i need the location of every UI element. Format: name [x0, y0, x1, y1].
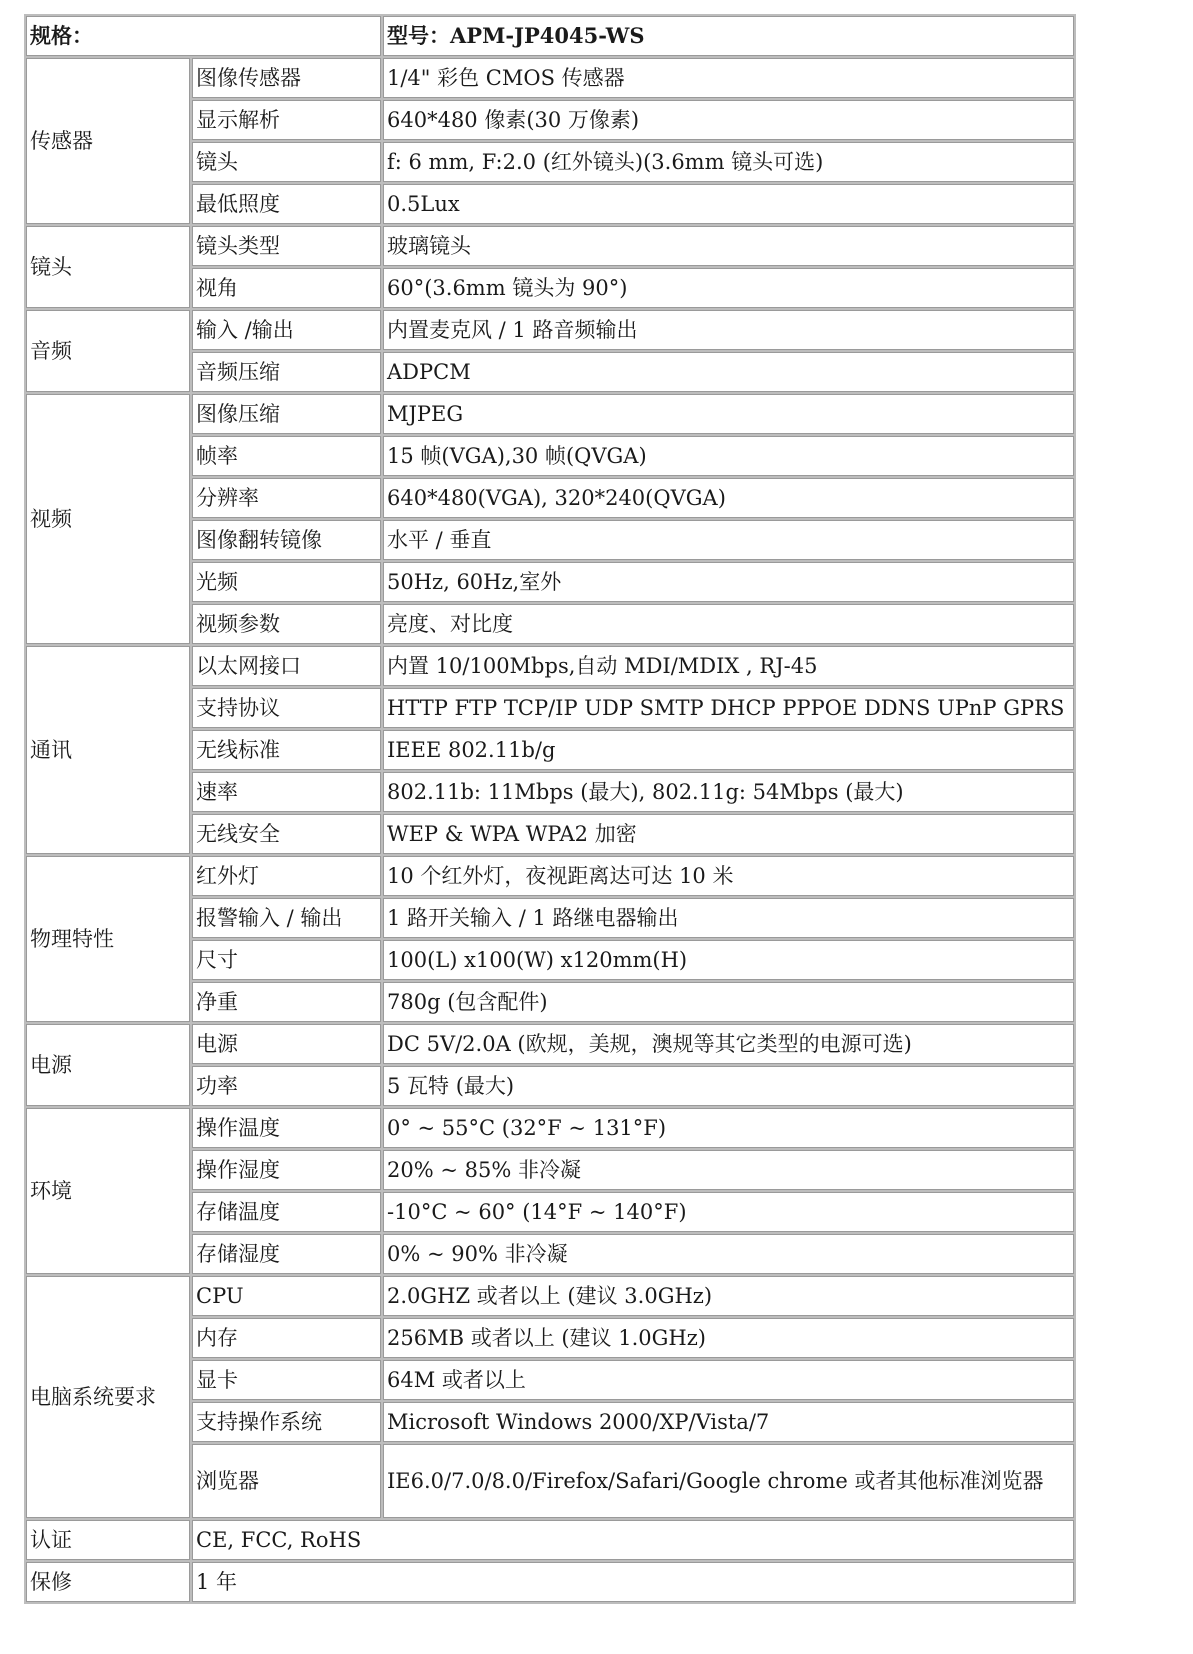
table-row	[26, 310, 1074, 350]
spec-sheet	[24, 14, 1076, 1604]
header-row	[26, 16, 1074, 56]
spec-value: WEP & WPA WPA2 加密	[383, 814, 1074, 854]
spec-value: f: 6 mm, F:2.0 (红外镜头)(3.6mm 镜头可选)	[383, 142, 1074, 182]
spec-key: 帧率	[192, 436, 381, 476]
table-row	[26, 1520, 1074, 1560]
spec-value: 256MB 或者以上 (建议 1.0GHz)	[383, 1318, 1074, 1358]
spec-value: 0° ~ 55°C (32°F ~ 131°F)	[383, 1108, 1074, 1148]
spec-key: 电源	[192, 1024, 381, 1064]
spec-value: MJPEG	[383, 394, 1074, 434]
spec-value: 内置麦克风 / 1 路音频输出	[383, 310, 1074, 350]
spec-key: 操作温度	[192, 1108, 381, 1148]
section-title: 电脑系统要求	[26, 1276, 190, 1518]
spec-key: 显卡	[192, 1360, 381, 1400]
spec-key: 报警输入 / 输出	[192, 898, 381, 938]
spec-key: 存储湿度	[192, 1234, 381, 1274]
section-title: 传感器	[26, 58, 190, 224]
spec-key: CPU	[192, 1276, 381, 1316]
spec-value: 1/4" 彩色 CMOS 传感器	[383, 58, 1074, 98]
spec-key: 无线标准	[192, 730, 381, 770]
section-title: 认证	[26, 1520, 190, 1560]
spec-value: 640*480 像素(30 万像素)	[383, 100, 1074, 140]
spec-value: 1 路开关输入 / 1 路继电器输出	[383, 898, 1074, 938]
spec-table	[24, 14, 1076, 1604]
section-title: 保修	[26, 1562, 190, 1602]
table-row	[26, 1276, 1074, 1316]
spec-key: 支持协议	[192, 688, 381, 728]
spec-value: 玻璃镜头	[383, 226, 1074, 266]
spec-value: 内置 10/100Mbps,自动 MDI/MDIX , RJ-45	[383, 646, 1074, 686]
table-row	[26, 226, 1074, 266]
spec-value: 780g (包含配件)	[383, 982, 1074, 1022]
section-title: 镜头	[26, 226, 190, 308]
table-row	[26, 1562, 1074, 1602]
spec-key: 输入 /输出	[192, 310, 381, 350]
spec-value: 亮度、对比度	[383, 604, 1074, 644]
spec-key: 尺寸	[192, 940, 381, 980]
spec-value: 64M 或者以上	[383, 1360, 1074, 1400]
spec-value: 640*480(VGA), 320*240(QVGA)	[383, 478, 1074, 518]
spec-value: IE6.0/7.0/8.0/Firefox/Safari/Google chrome 或者其他标准浏览器	[383, 1444, 1074, 1518]
section-title: 音频	[26, 310, 190, 392]
spec-key: 支持操作系统	[192, 1402, 381, 1442]
spec-key: 分辨率	[192, 478, 381, 518]
table-row	[26, 646, 1074, 686]
table-row	[26, 1024, 1074, 1064]
spec-key: 以太网接口	[192, 646, 381, 686]
spec-key: 音频压缩	[192, 352, 381, 392]
spec-value: 2.0GHZ 或者以上 (建议 3.0GHz)	[383, 1276, 1074, 1316]
spec-key: 图像传感器	[192, 58, 381, 98]
spec-value: Microsoft Windows 2000/XP/Vista/7	[383, 1402, 1074, 1442]
spec-value: 50Hz, 60Hz,室外	[383, 562, 1074, 602]
section-title: 通讯	[26, 646, 190, 854]
model-number: 型号：APM-JP4045-WS	[383, 16, 1074, 56]
spec-value: CE, FCC, RoHS	[192, 1520, 1074, 1560]
table-row	[26, 856, 1074, 896]
spec-key: 图像压缩	[192, 394, 381, 434]
spec-key: 镜头类型	[192, 226, 381, 266]
spec-value: DC 5V/2.0A (欧规，美规，澳规等其它类型的电源可选)	[383, 1024, 1074, 1064]
spec-key: 视频参数	[192, 604, 381, 644]
spec-key: 镜头	[192, 142, 381, 182]
spec-value: ADPCM	[383, 352, 1074, 392]
table-row	[26, 1108, 1074, 1148]
spec-key: 图像翻转镜像	[192, 520, 381, 560]
section-title: 视频	[26, 394, 190, 644]
spec-value: HTTP FTP TCP/IP UDP SMTP DHCP PPPOE DDNS UPnP GPRS	[383, 688, 1074, 728]
table-row	[26, 394, 1074, 434]
spec-value: 60°(3.6mm 镜头为 90°)	[383, 268, 1074, 308]
spec-value: 0.5Lux	[383, 184, 1074, 224]
spec-key: 净重	[192, 982, 381, 1022]
section-title: 电源	[26, 1024, 190, 1106]
spec-label: 规格：	[26, 16, 381, 56]
spec-key: 功率	[192, 1066, 381, 1106]
spec-value: 20% ~ 85% 非冷凝	[383, 1150, 1074, 1190]
section-title: 环境	[26, 1108, 190, 1274]
spec-value: 水平 / 垂直	[383, 520, 1074, 560]
spec-value: 0% ~ 90% 非冷凝	[383, 1234, 1074, 1274]
spec-value: -10°C ~ 60° (14°F ~ 140°F)	[383, 1192, 1074, 1232]
spec-value: 802.11b: 11Mbps (最大), 802.11g: 54Mbps (最大)	[383, 772, 1074, 812]
spec-value: 15 帧(VGA),30 帧(QVGA)	[383, 436, 1074, 476]
spec-value: 10 个红外灯，夜视距离达可达 10 米	[383, 856, 1074, 896]
spec-key: 浏览器	[192, 1444, 381, 1518]
spec-key: 操作湿度	[192, 1150, 381, 1190]
spec-key: 存储温度	[192, 1192, 381, 1232]
table-row	[26, 58, 1074, 98]
spec-key: 内存	[192, 1318, 381, 1358]
spec-key: 最低照度	[192, 184, 381, 224]
spec-value: 5 瓦特 (最大)	[383, 1066, 1074, 1106]
spec-value: 1 年	[192, 1562, 1074, 1602]
spec-key: 视角	[192, 268, 381, 308]
spec-key: 红外灯	[192, 856, 381, 896]
spec-key: 无线安全	[192, 814, 381, 854]
spec-key: 速率	[192, 772, 381, 812]
spec-key: 显示解析	[192, 100, 381, 140]
spec-value: IEEE 802.11b/g	[383, 730, 1074, 770]
section-title: 物理特性	[26, 856, 190, 1022]
spec-key: 光频	[192, 562, 381, 602]
spec-value: 100(L) x100(W) x120mm(H)	[383, 940, 1074, 980]
